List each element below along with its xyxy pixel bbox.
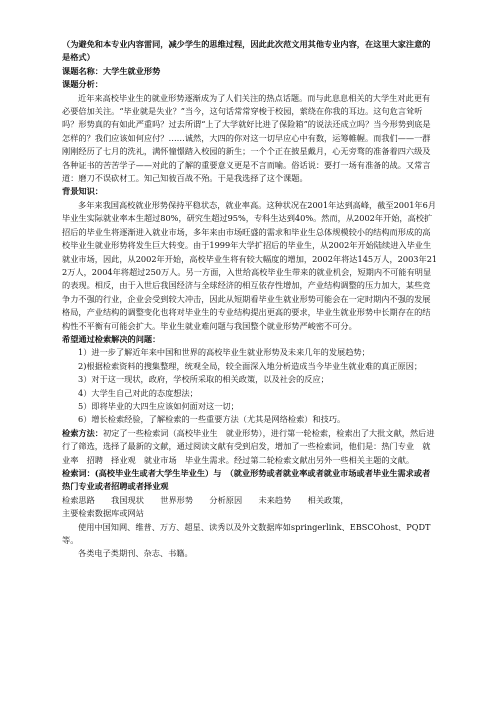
hope-heading: 希望通过检索解决的问题： <box>62 333 161 344</box>
resources-line: 各类电子类期刊、杂志、书籍。 <box>78 548 193 559</box>
hope-item: 5）即将毕业的大四生应该如何面对这一切； <box>78 400 239 411</box>
background-heading: 背景知识： <box>62 186 103 197</box>
strategy-paragraph <box>62 427 438 467</box>
topic-title: 课题名称：大学生就业形势 <box>62 65 161 76</box>
hope-item: 6）增长检索经验，了解检索的一些重要方法（尤其是网络检索）和技巧。 <box>78 414 346 425</box>
databases-paragraph: 使用中国知网、维普、万方、超星、读秀以及外文数据库如springerlink、EBSCOhost、PQDT等。 <box>62 521 431 546</box>
analysis-heading: 课题分析： <box>62 79 103 90</box>
background-paragraph: 多年来我国高校就业形势保持平稳状态，就业率高。这种状况在2001年达到高峰，截至2001年6月毕业生实际就业率本生超过80%，研究生超过95%，专科生达到40%。然而，从2002年开始，高校扩招后的毕业生将逐渐进入就业市场，多年来由市场旺盛的需求和毕业生总体规模较小的结构而形成的高校毕业生就业形势将发生巨大转变。由于1999年大学扩招后的毕业生，从2002年开始陆续进入毕业生就业市场，因此，从2002年开始，高校毕业生将有较大幅度的增加，2002年将达145万人，2003年212万人，2004年将超过250万人。另一方面，入世给高校毕业生带来的就业机会，短期内不可能有明显的表现。相反，由于入世后我国经济与全球经济的相互依存性增加，产业结构调整的压力加大，某些竞争力不强的行业，企业会受到较大冲击，因此从短期看毕业生就业形势可能会在一定时期内不强的发展格局，产业结构的调整变化也将对毕业生的专业结构提出更高的要求，毕业生就业形势中长期存在的结构性不平衡有可能会扩大。毕业生就业难问题与我国整个就业形势严峻密不可分。 <box>62 199 438 331</box>
hope-item: 4）大学生自己对此的态度想法； <box>78 387 198 398</box>
hope-item: 3）对于这一现状，政府，学校所采取的相关政策，以及社会的反应； <box>78 374 329 385</box>
analysis-paragraph: 近年来高校毕业生的就业形势逐渐成为了人们关注的热点话题。而与此息息相关的大学生对此更有必要倍加关注。“毕业就是失业？”当今，这句话常常穿梭于校园，萦绕在你我的耳边。这句危言耸听吗？形势真的有如此严重吗？过去所谓“上了大学就好比进了保险箱”的说法还成立吗？当今形势到底是怎样的？我们应该如何应付？……诚然，大四的你对这一切早应心中有数，运筹帷幄。而我们——一群刚刚经历了七月的洗礼，满怀憧憬踏入校园的新生；一个个正在披星戴月，心无旁骛的准备着四六级及各种证书的苦苦学子——对此的了解的重要意义更是不言而喻。俗话说：要打一场有准备的战。又常言道：磨刀不误砍材工。知己知彼百战不殆。于是我选择了这个课题。 <box>62 92 431 184</box>
databases-heading: 主要检索数据库或网站 <box>62 508 144 519</box>
strategy-label: 检索方法： <box>62 427 103 438</box>
document-body <box>62 38 438 561</box>
search-expression: 检索词：(高校毕业生或者大学生毕业生）与 （就业形势或者就业率或者就业市场或者毕业生需求或者热门专业或者招聘或者择业观 <box>62 468 431 492</box>
format-note: （为避免和本专业内容雷同，减少学生的思维过程，因此此次范文用其他专业内容，在这里大家注意的是格式） <box>62 39 431 63</box>
hope-item: 1）进一步了解近年来中国和世界的高校毕业生就业形势及未来几年的发展趋势； <box>78 347 370 358</box>
hope-item: 2)根据检索资料的搜集整理，统观全局，较全面深入地分析造成当今毕业生就业难的真正原因； <box>78 360 423 371</box>
keywords-line: 检索思路 我国现状 世界形势 分析原因 未来趋势 相关政策， <box>62 494 349 505</box>
strategy-text: 初定了一些检索词（高校毕业生 就业形势），进行第一轮检索，检索出了大批文献，然后进行了筛选，选择了最新的文献，通过阅读文献有受到启发，增加了一些检索词，他们是：热门专业 就业率 招聘 择业观 就业市场 毕业生需求。经过第二轮检索文献出另外一些相关主题的文献。 <box>62 427 435 465</box>
